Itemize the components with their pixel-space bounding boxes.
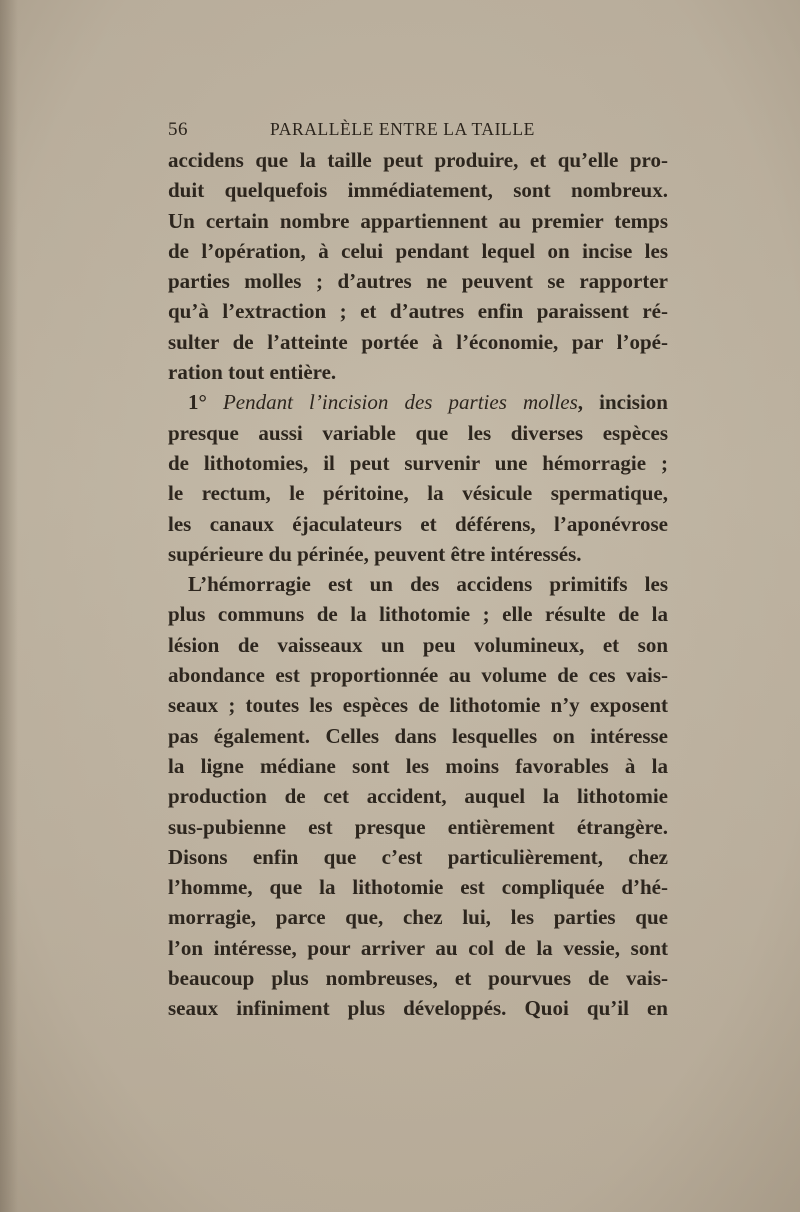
text-line: seaux infiniment plus développés. Quoi qu’il en: [168, 996, 668, 1021]
text-line: l’homme, que la lithotomie est compliquée d’hé-: [168, 875, 668, 900]
text-line: lésion de vaisseaux un peu volumineux, et son: [168, 632, 668, 657]
text-line: pas également. Celles dans lesquelles on intéresse: [168, 723, 668, 748]
text-line: Un certain nombre appartiennent au premier temps: [168, 208, 668, 233]
text-line: duit quelquefois immédiatement, sont nombreux.: [168, 178, 668, 203]
text-line: de lithotomies, il peut survenir une hémorragie ;: [168, 450, 668, 475]
list-marker: 1°: [188, 390, 223, 415]
text-line: seaux ; toutes les espèces de lithotomie n’y exposent: [168, 693, 668, 718]
text-line: Disons enfin que c’est particulièrement, chez: [168, 844, 668, 869]
text-line: L’hémorragie est un des accidens primitifs les: [188, 572, 668, 597]
gutter-shadow: [0, 0, 18, 1212]
text-line: ration tout entière.: [168, 360, 337, 385]
running-head: PARALLÈLE ENTRE LA TAILLE: [270, 119, 535, 139]
text-line: abondance est proportionnée au volume de ces vais-: [168, 663, 668, 688]
text-line: l’on intéresse, pour arriver au col de la vessie, sont: [168, 935, 668, 960]
text-line: accidens que la taille peut produire, et qu’elle pro-: [168, 148, 668, 172]
text-line: parties molles ; d’autres ne peuvent se rapporter: [168, 269, 668, 294]
paragraph-opening-line: [168, 387, 668, 417]
text-line: morragie, parce que, chez lui, les parties que: [168, 905, 668, 930]
text-line: plus communs de la lithotomie ; elle résulte de la: [168, 602, 668, 627]
italic-heading: Pendant l’incision des parties molles: [222, 390, 578, 415]
page-header: [168, 116, 668, 144]
text-fragment: , incision: [577, 390, 668, 415]
text-line: le rectum, le péritoine, la vésicule spermatique,: [168, 481, 668, 506]
text-line: les canaux éjaculateurs et déférens, l’aponévrose: [168, 511, 668, 536]
text-line: beaucoup plus nombreuses, et pourvues de vais-: [168, 966, 668, 991]
text-line: presque aussi variable que les diverses espèces: [168, 420, 668, 445]
text-line: la ligne médiane sont les moins favorables à la: [168, 753, 668, 778]
text-line: sus-pubienne est presque entièrement étrangère.: [168, 814, 668, 839]
text-line: de l’opération, à celui pendant lequel on incise les: [168, 238, 668, 263]
text-line: supérieure du périnée, peuvent être intéressés.: [168, 541, 582, 566]
text-line: qu’à l’extraction ; et d’autres enfin paraissent ré-: [168, 299, 668, 324]
text-line: production de cet accident, auquel la lithotomie: [168, 784, 668, 809]
page-number: 56: [168, 119, 188, 140]
text-line: sulter de l’atteinte portée à l’économie, par l’opé-: [168, 329, 668, 354]
body-text: [168, 145, 668, 1024]
